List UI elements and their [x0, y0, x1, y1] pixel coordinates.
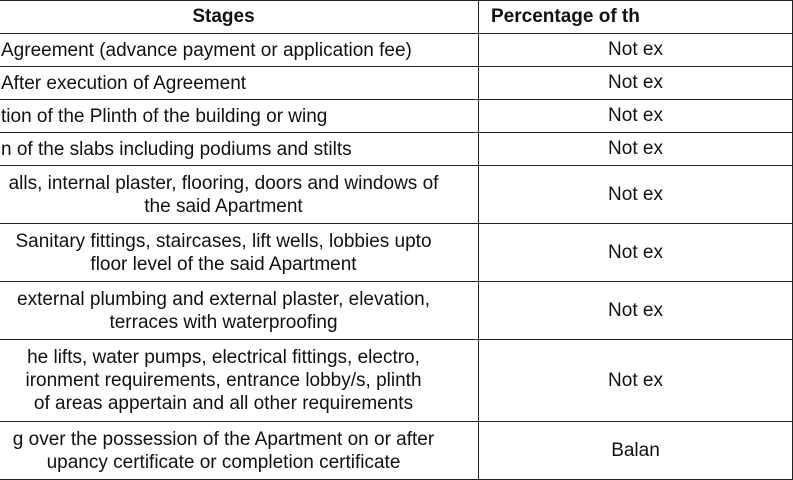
header-row [0, 1, 793, 34]
table-row [0, 67, 793, 100]
table-row [0, 166, 793, 224]
stage-cell: external plumbing and external plaster, elevation, terraces with waterproofing [0, 282, 479, 340]
table-row [0, 133, 793, 166]
stage-cell: n of the slabs including podiums and stilts [0, 133, 479, 166]
table-row [0, 34, 793, 67]
stage-cell: Agreement (advance payment or application fee) [0, 34, 479, 67]
table-row [0, 282, 793, 340]
table-row [0, 100, 793, 133]
percentage-cell: Not ex [479, 67, 793, 100]
percentage-cell: Not ex [479, 34, 793, 67]
table-row [0, 422, 793, 480]
percentage-cell: Not ex [479, 282, 793, 340]
table-row [0, 340, 793, 422]
percentage-header: Percentage of th [479, 1, 793, 34]
table-row [0, 224, 793, 282]
percentage-cell: Not ex [479, 224, 793, 282]
stage-cell: After execution of Agreement [0, 67, 479, 100]
stage-cell: Sanitary fittings, staircases, lift wells, lobbies upto floor level of the said Apartment [0, 224, 479, 282]
stage-cell: alls, internal plaster, flooring, doors and windows of the said Apartment [0, 166, 479, 224]
percentage-cell: Not ex [479, 133, 793, 166]
stage-cell: tion of the Plinth of the building or wing [0, 100, 479, 133]
percentage-cell: Not ex [479, 166, 793, 224]
stage-cell: g over the possession of the Apartment on or after upancy certificate or completion certificate [0, 422, 479, 480]
percentage-cell: Balan [479, 422, 793, 480]
stages-header: Stages [0, 1, 479, 34]
stage-cell: he lifts, water pumps, electrical fittings, electro, ironment requirements, entrance lobby/s, plinth of areas appertain and all other requirements [0, 340, 479, 422]
percentage-cell: Not ex [479, 100, 793, 133]
percentage-cell: Not ex [479, 340, 793, 422]
